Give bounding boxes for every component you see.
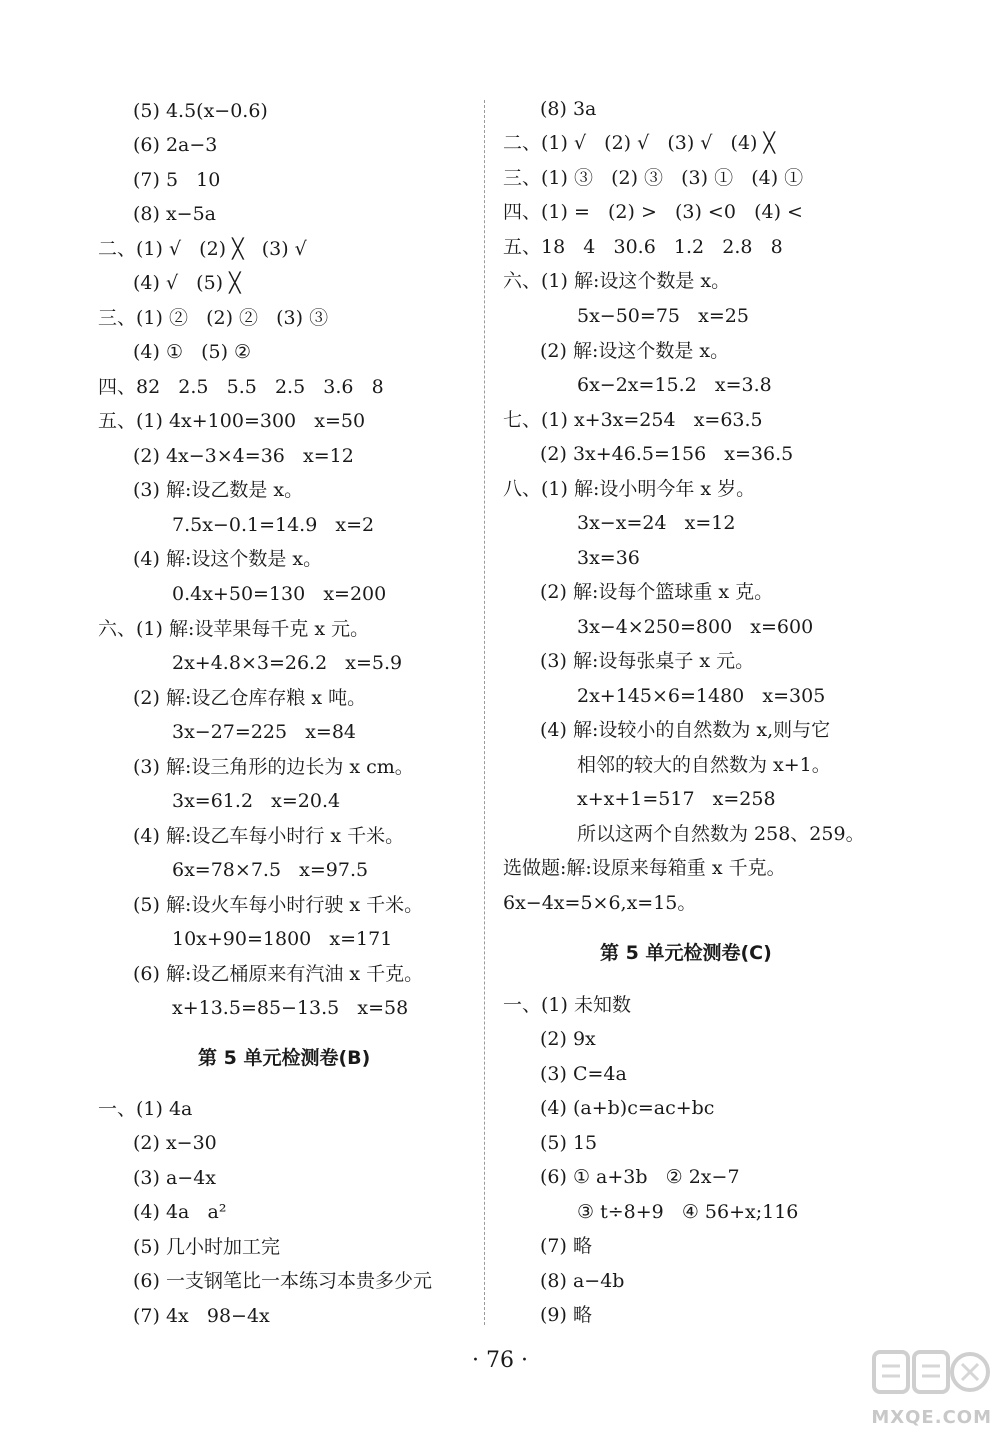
answer-line: 一、(1) 未知数 bbox=[503, 994, 631, 1016]
answer-line: (6) 2a−3 bbox=[133, 134, 218, 156]
answer-line: (2) 解:设乙仓库存粮 x 吨。 bbox=[133, 687, 367, 709]
answer-line: (4) (a+b)c=ac+bc bbox=[540, 1097, 715, 1119]
answer-line: 四、82 2.5 5.5 2.5 3.6 8 bbox=[98, 376, 384, 398]
answer-line: x+x+1=517 x=258 bbox=[577, 788, 776, 810]
answer-line: 五、(1) 4x+100=300 x=50 bbox=[98, 410, 366, 432]
section-c-title: 第 5 单元检测卷(C) bbox=[600, 942, 772, 964]
answer-line: 所以这两个自然数为 258、259。 bbox=[577, 823, 865, 845]
answer-line: (4) ① (5) ② bbox=[133, 341, 252, 363]
answer-line: 五、18 4 30.6 1.2 2.8 8 bbox=[503, 236, 783, 258]
answer-line: (6) 一支钢笔比一本练习本贵多少元 bbox=[133, 1270, 432, 1292]
answer-line: 六、(1) 解:设这个数是 x。 bbox=[503, 270, 731, 292]
answer-line: (5) 4.5(x−0.6) bbox=[133, 100, 268, 122]
answer-line: (7) 4x 98−4x bbox=[133, 1305, 270, 1327]
answer-line: (3) C=4a bbox=[540, 1063, 627, 1085]
answer-line: 3x−27=225 x=84 bbox=[172, 721, 357, 743]
answer-line: (7) 略 bbox=[540, 1235, 592, 1257]
answer-line: ③ t÷8+9 ④ 56+x;116 bbox=[577, 1201, 799, 1223]
watermark-text: MXQE.COM bbox=[871, 1407, 992, 1428]
answer-line: 0.4x+50=130 x=200 bbox=[172, 583, 387, 605]
answer-line: (2) 解:设每个篮球重 x 克。 bbox=[540, 581, 774, 603]
answer-line: 10x+90=1800 x=171 bbox=[172, 928, 393, 950]
answer-line: (6) 解:设乙桶原来有汽油 x 千克。 bbox=[133, 963, 424, 985]
column-divider bbox=[484, 100, 485, 1325]
answer-line: 6x−2x=15.2 x=3.8 bbox=[577, 374, 772, 396]
answer-line: 2x+4.8×3=26.2 x=5.9 bbox=[172, 652, 403, 674]
answer-line: (3) 解:设每张桌子 x 元。 bbox=[540, 650, 755, 672]
answer-line: 八、(1) 解:设小明今年 x 岁。 bbox=[503, 478, 756, 500]
answer-line: 相邻的较大的自然数为 x+1。 bbox=[577, 754, 831, 776]
answer-line: (7) 5 10 bbox=[133, 169, 221, 191]
answer-line: (5) 解:设火车每小时行驶 x 千米。 bbox=[133, 894, 424, 916]
answer-line: (8) x−5a bbox=[133, 203, 217, 225]
answer-line: 二、(1) √ (2) ╳ (3) √ bbox=[98, 238, 307, 260]
answer-line: 5x−50=75 x=25 bbox=[577, 305, 749, 327]
answer-line: (2) 9x bbox=[540, 1028, 596, 1050]
answer-line: 六、(1) 解:设苹果每千克 x 元。 bbox=[98, 618, 370, 640]
answer-line: (8) a−4b bbox=[540, 1270, 625, 1292]
answer-line: 6x−4x=5×6,x=15。 bbox=[503, 892, 697, 914]
answer-line: (5) 几小时加工完 bbox=[133, 1236, 280, 1258]
watermark-seal-icon bbox=[870, 1346, 990, 1398]
answer-line: 2x+145×6=1480 x=305 bbox=[577, 685, 826, 707]
answer-line: (8) 3a bbox=[540, 98, 597, 120]
answer-line: 7.5x−0.1=14.9 x=2 bbox=[172, 514, 375, 536]
answer-line: (5) 15 bbox=[540, 1132, 598, 1154]
answer-line: (6) ① a+3b ② 2x−7 bbox=[540, 1166, 740, 1188]
answer-line: 七、(1) x+3x=254 x=63.5 bbox=[503, 409, 763, 431]
answer-line: 三、(1) ③ (2) ③ (3) ① (4) ① bbox=[503, 167, 804, 189]
answer-line: x+13.5=85−13.5 x=58 bbox=[172, 997, 409, 1019]
page-number: · 76 · bbox=[472, 1348, 528, 1373]
answer-line: (4) 解:设较小的自然数为 x,则与它 bbox=[540, 719, 831, 741]
answer-line: 选做题:解:设原来每箱重 x 千克。 bbox=[503, 857, 786, 879]
answer-line: 3x=61.2 x=20.4 bbox=[172, 790, 341, 812]
answer-line: 3x=36 bbox=[577, 547, 640, 569]
answer-line: (2) 4x−3×4=36 x=12 bbox=[133, 445, 354, 467]
answer-line: 四、(1) = (2) > (3) <0 (4) < bbox=[503, 201, 803, 223]
answer-line: 三、(1) ② (2) ② (3) ③ bbox=[98, 307, 329, 329]
answer-line: (2) 解:设这个数是 x。 bbox=[540, 340, 730, 362]
section-b-title: 第 5 单元检测卷(B) bbox=[198, 1047, 371, 1069]
answer-line: (3) 解:设乙数是 x。 bbox=[133, 479, 304, 501]
watermark-logo bbox=[860, 1340, 1000, 1432]
answer-line: (2) x−30 bbox=[133, 1132, 217, 1154]
answer-line: (2) 3x+46.5=156 x=36.5 bbox=[540, 443, 794, 465]
answer-line: (4) 解:设乙车每小时行 x 千米。 bbox=[133, 825, 405, 847]
answer-line: 一、(1) 4a bbox=[98, 1098, 193, 1120]
answer-line: 6x=78×7.5 x=97.5 bbox=[172, 859, 369, 881]
answer-line: (3) a−4x bbox=[133, 1167, 217, 1189]
answer-line: (4) √ (5) ╳ bbox=[133, 272, 241, 294]
answer-line: (4) 解:设这个数是 x。 bbox=[133, 548, 323, 570]
answer-line: (3) 解:设三角形的边长为 x cm。 bbox=[133, 756, 414, 778]
answer-line: 3x−4×250=800 x=600 bbox=[577, 616, 814, 638]
answer-line: (9) 略 bbox=[540, 1304, 592, 1326]
answer-line: 3x−x=24 x=12 bbox=[577, 512, 736, 534]
answer-line: 二、(1) √ (2) √ (3) √ (4) ╳ bbox=[503, 132, 775, 154]
answer-line: (4) 4a a² bbox=[133, 1201, 227, 1223]
